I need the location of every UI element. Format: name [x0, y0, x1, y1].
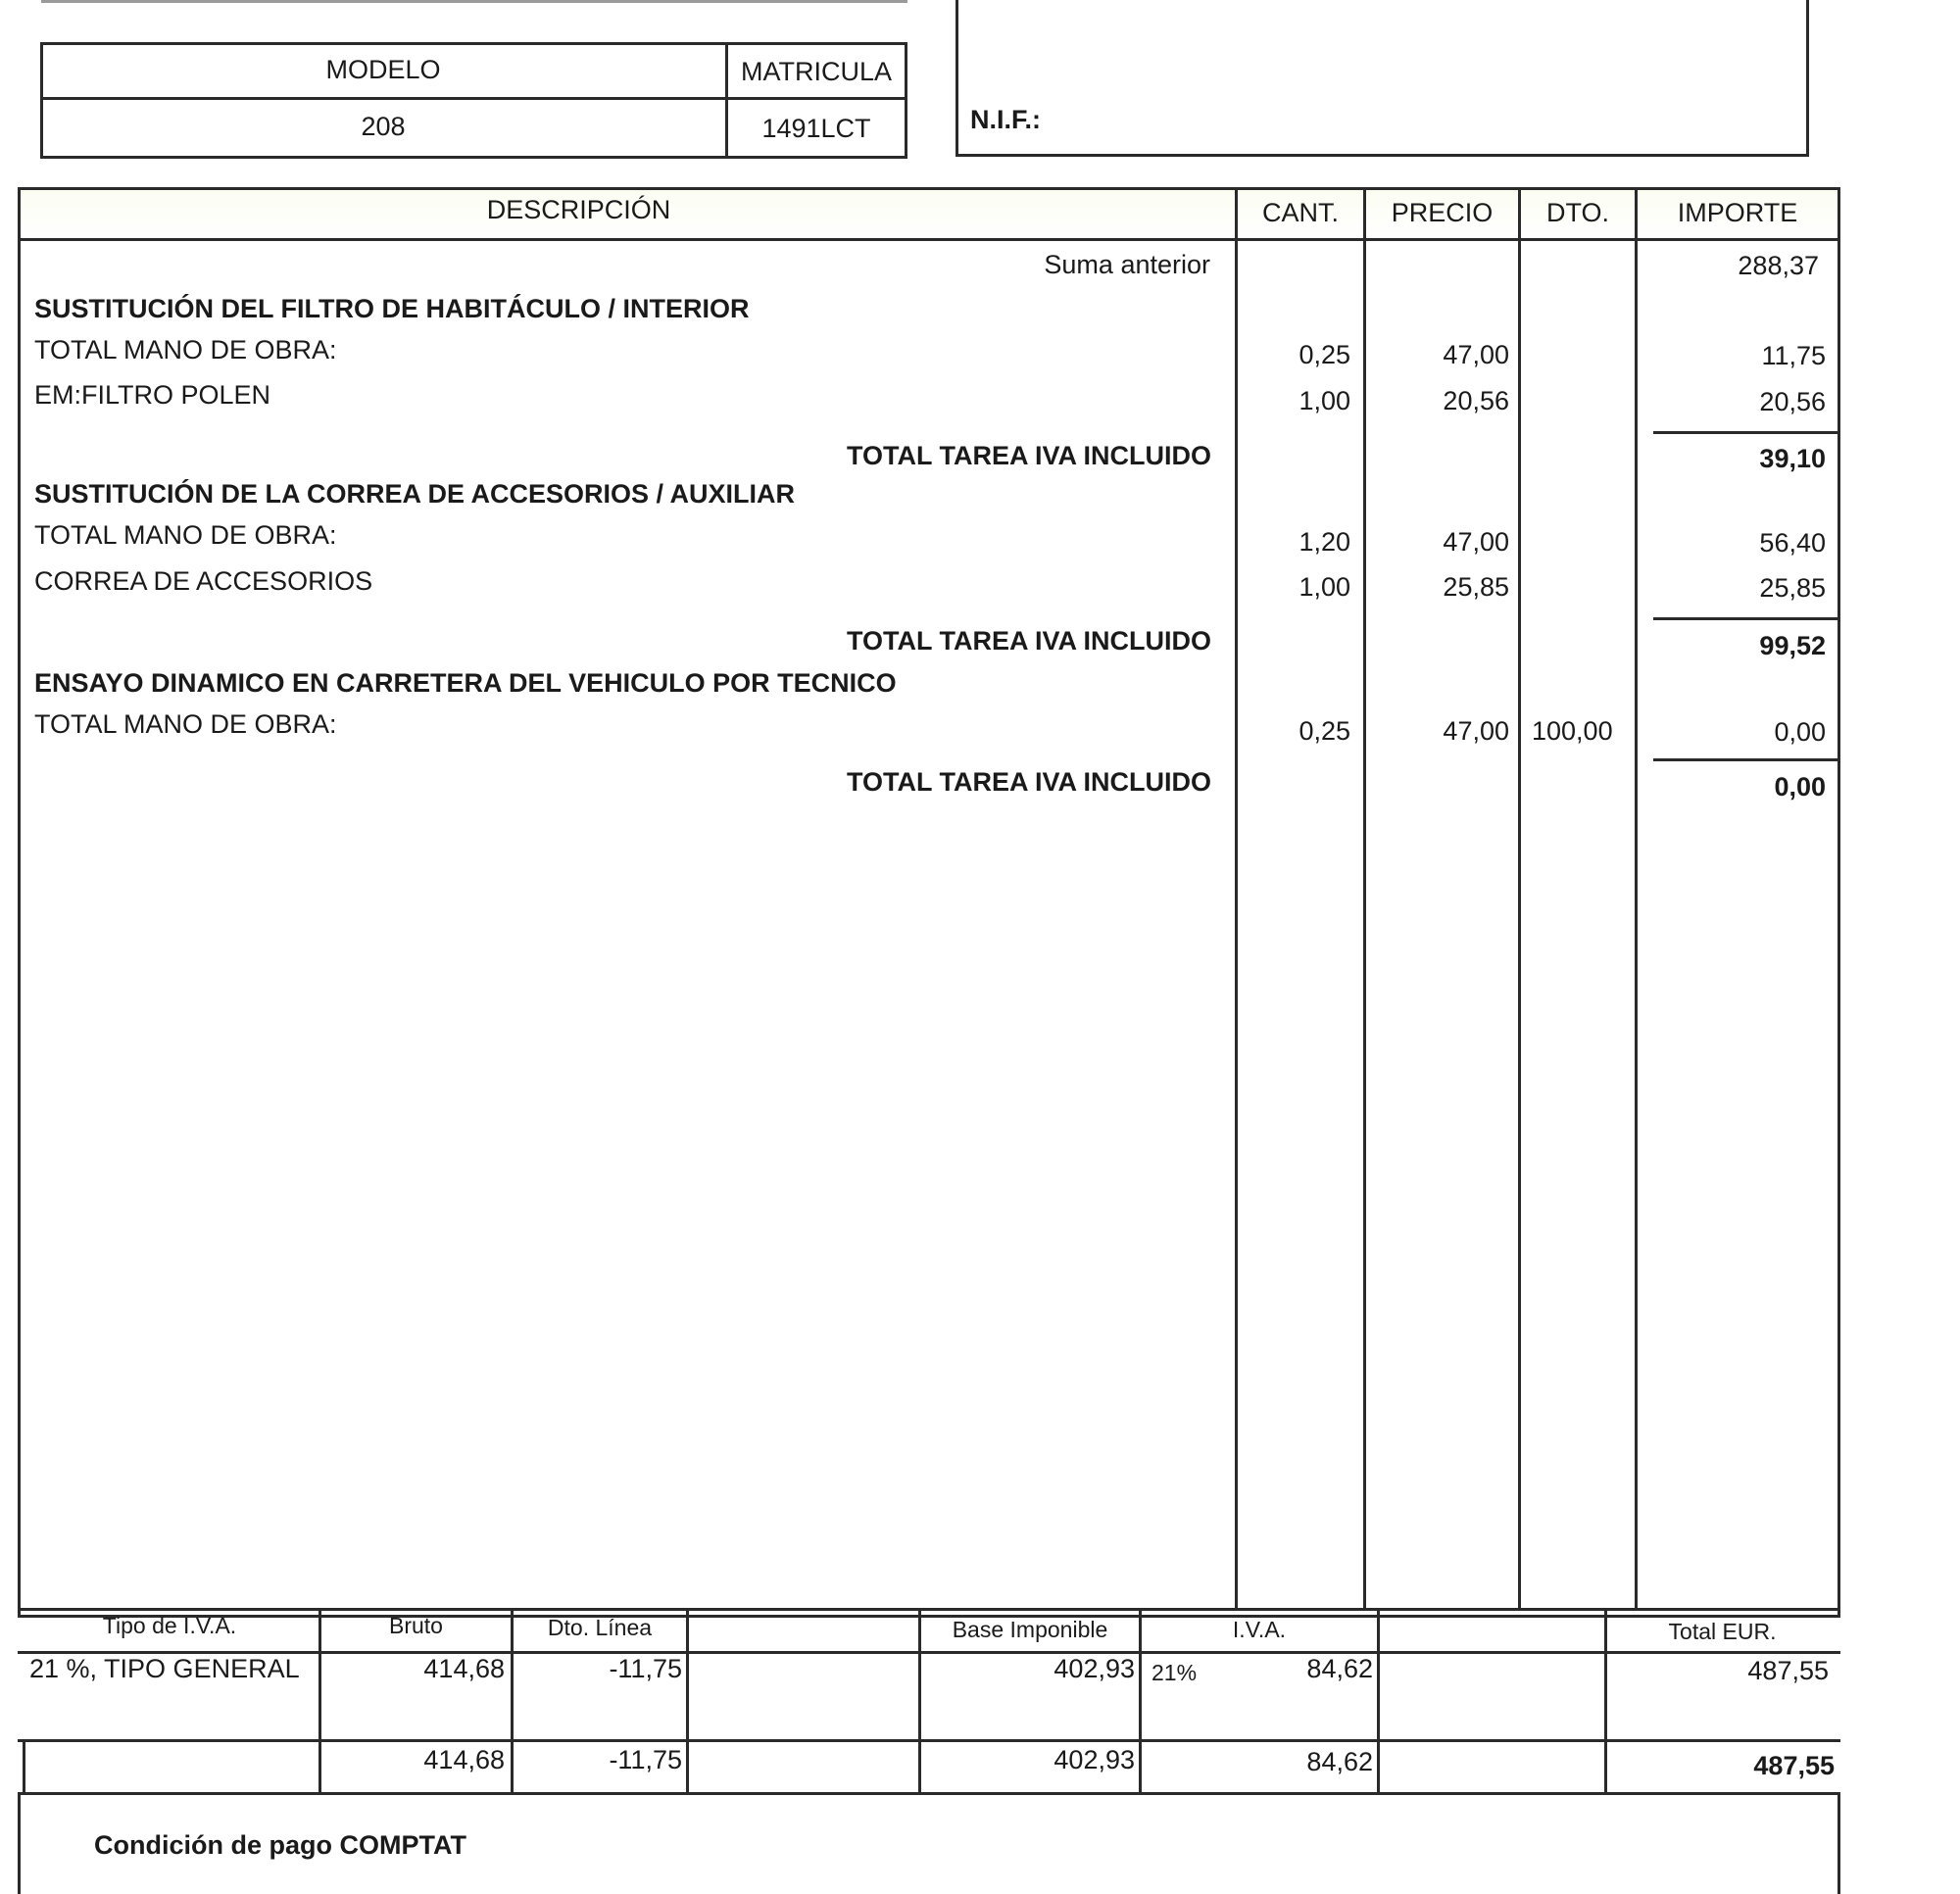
col-header-discount: DTO.	[1545, 198, 1609, 227]
tax-sum-gross: 414,68	[423, 1745, 505, 1774]
task3-labor-disc: 100,00	[1532, 716, 1613, 746]
task1-part-amount: 20,56	[1759, 387, 1826, 416]
tax-row-rate: 21%	[1152, 1660, 1198, 1685]
page-right-rule	[1838, 1792, 1840, 1894]
task3-labor-price: 47,00	[1443, 716, 1509, 746]
task1-subtotal-rule	[1653, 431, 1839, 434]
task3-labor-desc: TOTAL MANO DE OBRA:	[34, 709, 337, 739]
task3-total-amount: 0,00	[1774, 772, 1826, 801]
task2-part-qty: 1,00	[1298, 572, 1350, 602]
line-items-table	[18, 187, 1840, 1618]
tax-row-gross: 414,68	[423, 1654, 505, 1683]
task1-part-desc: EM:FILTRO POLEN	[34, 380, 271, 410]
tax-sep-3	[686, 1608, 689, 1795]
page-left-rule	[18, 1792, 21, 1894]
tax-row-base: 402,93	[1054, 1654, 1135, 1683]
model-value: 208	[361, 112, 406, 141]
tax-header-line-disc: Dto. Línea	[547, 1615, 653, 1640]
tax-row-vat: 84,62	[1306, 1654, 1373, 1683]
task2-subtotal-rule	[1653, 617, 1839, 620]
top-cut-rule	[41, 0, 907, 3]
task2-total-amount: 99,52	[1759, 631, 1826, 660]
task1-title: SUSTITUCIÓN DEL FILTRO DE HABITÁCULO / INTERIOR	[34, 294, 750, 323]
task2-labor-qty: 1,20	[1298, 527, 1350, 557]
col-header-price: PRECIO	[1391, 198, 1494, 227]
task1-part-price: 20,56	[1443, 386, 1509, 415]
task1-part-qty: 1,00	[1298, 386, 1350, 415]
model-header: MODELO	[325, 55, 441, 84]
plate-header: MATRICULA	[740, 57, 892, 86]
client-box	[956, 0, 1809, 157]
task2-labor-desc: TOTAL MANO DE OBRA:	[34, 520, 337, 550]
task1-total-amount: 39,10	[1759, 444, 1826, 473]
plate-value: 1491LCT	[761, 114, 871, 143]
carry-amount: 288,37	[1738, 251, 1819, 280]
tax-row-type: 21 %, TIPO GENERAL	[29, 1654, 300, 1683]
tax-sum-disc: -11,75	[609, 1745, 682, 1774]
task3-total-label: TOTAL TAREA IVA INCLUIDO	[847, 767, 1211, 797]
tax-header-base: Base Imponible	[952, 1617, 1108, 1642]
col-header-amount: IMPORTE	[1677, 198, 1798, 227]
table-header-rule	[18, 238, 1840, 241]
carry-label: Suma anterior	[1044, 250, 1210, 279]
task1-labor-price: 47,00	[1443, 340, 1509, 369]
task1-total-label: TOTAL TAREA IVA INCLUIDO	[847, 441, 1211, 470]
vehicle-box-row-rule	[40, 97, 907, 100]
tax-sum-base: 402,93	[1054, 1745, 1135, 1774]
tax-header-gross: Bruto	[389, 1613, 443, 1638]
task2-total-label: TOTAL TAREA IVA INCLUIDO	[847, 626, 1211, 656]
task3-subtotal-rule	[1653, 758, 1839, 761]
tax-sep-6	[1377, 1608, 1380, 1795]
task2-part-desc: CORREA DE ACCESORIOS	[34, 566, 373, 596]
tax-header-total: Total EUR.	[1668, 1619, 1777, 1644]
nif-label: N.I.F.:	[970, 105, 1041, 134]
col-sep-disc	[1518, 187, 1521, 1608]
task2-title: SUSTITUCIÓN DE LA CORREA DE ACCESORIOS / AUXILIAR	[34, 479, 796, 509]
tax-header-type: Tipo de I.V.A.	[102, 1613, 237, 1638]
task2-labor-price: 47,00	[1443, 527, 1509, 557]
task3-title: ENSAYO DINAMICO EN CARRETERA DEL VEHICULO POR TECNICO	[34, 668, 897, 698]
task1-labor-desc: TOTAL MANO DE OBRA:	[34, 335, 337, 364]
tax-row-disc: -11,75	[609, 1654, 682, 1683]
tax-header-vat: I.V.A.	[1232, 1617, 1287, 1642]
task2-part-price: 25,85	[1443, 572, 1509, 602]
task1-labor-qty: 0,25	[1298, 340, 1350, 369]
tax-row-total: 487,55	[1747, 1656, 1829, 1685]
task2-labor-amount: 56,40	[1759, 528, 1826, 558]
task2-part-amount: 25,85	[1759, 573, 1826, 603]
tax-sum-total: 487,55	[1753, 1751, 1835, 1780]
task3-labor-qty: 0,25	[1298, 716, 1350, 746]
tax-sum-label-box	[23, 1739, 321, 1795]
task3-labor-amount: 0,00	[1774, 717, 1826, 747]
col-header-description: DESCRIPCIÓN	[486, 195, 671, 224]
col-header-quantity: CANT.	[1261, 198, 1339, 227]
tax-top-rule	[18, 1608, 1840, 1611]
payment-condition: Condición de pago COMPTAT	[94, 1830, 466, 1860]
task1-labor-amount: 11,75	[1761, 341, 1826, 370]
tax-sum-vat: 84,62	[1306, 1747, 1373, 1776]
